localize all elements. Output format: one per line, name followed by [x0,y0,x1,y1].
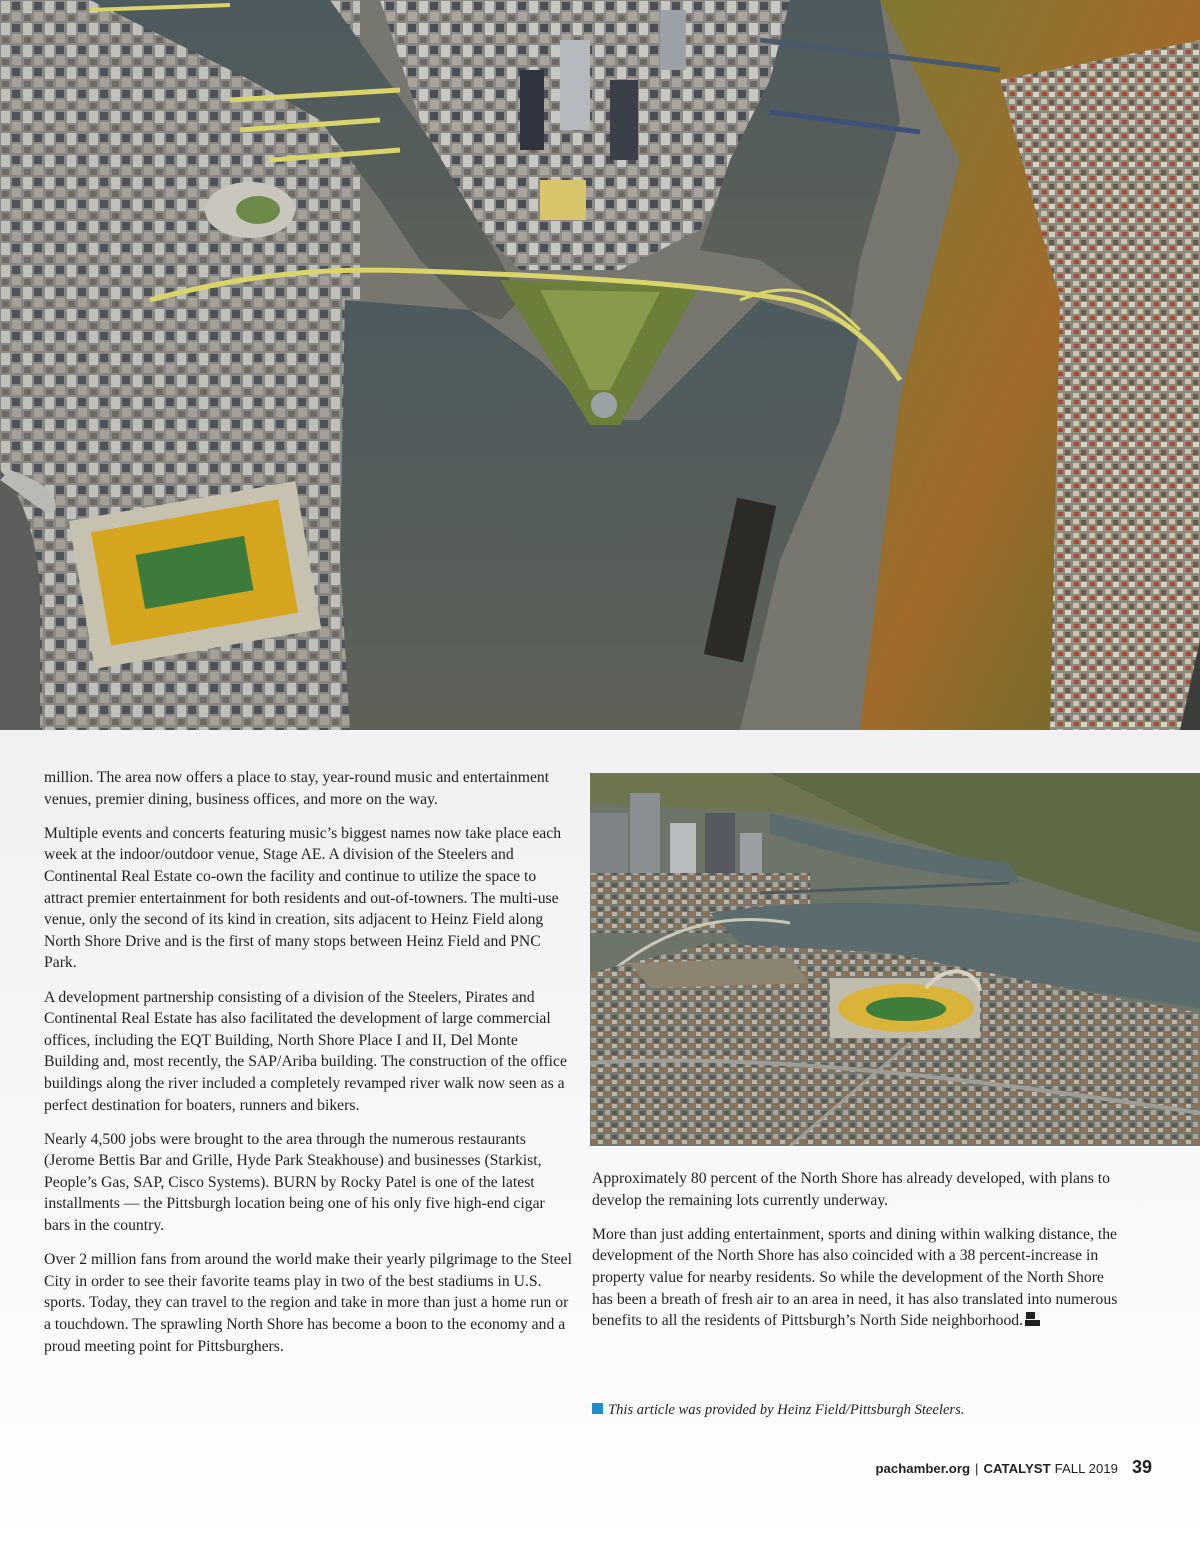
paragraph: Over 2 million fans from around the world make their yearly pilgrimage to the Steel City in order to see their favorite teams play in two of the best stadiums in U.S. sports. Today, they can travel to the region and take in more than just a home run or a touchdown. The sprawling North Shore has become a boon to the economy and a proud meeting point for Pittsburghers. [44,1251,572,1355]
footer-issue: FALL 2019 [1054,1461,1118,1476]
inset-photo-illustration [590,773,1200,1146]
paragraph: million. The area now offers a place to stay, year-round music and entertainment venues, premier dining, business offices, and more on the way. [44,769,550,808]
credit-text: This article was provided by Heinz Field/Pittsburgh Steelers. [608,1402,965,1418]
paragraph: Multiple events and concerts featuring music’s biggest names now take place each week at the indoor/outdoor venue, Stage AE. A division of the Steelers and Continental Real Estate co-own the facility and continue to utilize the space to attract premier entertainment for both residents and out-of-towners. The multi-use venue, only the second of its kind in creation, sits adjacent to Heinz Field along North Shore Drive and is the first of many stops between Heinz Field and PNC Park. [44,824,562,972]
paragraph-final [592,1224,1122,1332]
inset-aerial-photo [590,773,1200,1146]
hero-aerial-photo [0,0,1200,730]
blue-square-icon [592,1403,603,1414]
footer-magazine-name: CATALYST [983,1461,1051,1476]
article-left-column [44,767,572,1370]
hero-photo-illustration [0,0,1200,730]
page-footer [876,1457,1153,1481]
article-credit [592,1400,1152,1420]
paragraph: A development partnership consisting of a division of the Steelers, Pirates and Continental Real Estate has also facilitated the development of large commercial offices, including the EQT Building, North Shore Place I and II, Del Monte Building and, most recently, the SAP/Ariba building. The construction of the office buildings along the river included a completely revamped river walk now seen as a perfect destination for boaters, runners and bikers. [44,988,567,1114]
footer-site-link[interactable]: pachamber.org [875,1461,971,1476]
article-right-column [592,1168,1122,1344]
paragraph-final-text: More than just adding entertainment, sports and dining within walking distance, the development of the North Shore has also coincided with a 38 percent-increase in property value for nearby residents. So while the development of the North Shore has been a breath of fresh air to an area in need, it has also translated into numerous benefits to all the residents of Pittsburgh’s North Side neighborhood. [592,1225,1118,1330]
page-number: 39 [1131,1457,1152,1477]
paragraph: Nearly 4,500 jobs were brought to the area through the numerous restaurants (Jerome Bettis Bar and Grille, Hyde Park Steakhouse) and businesses (Starkist, People’s Gas, SAP, Cisco Systems). BURN by Rocky Patel is one of the latest installments — the Pittsburgh location being one of his only five high-end cigar bars in the country. [44,1130,545,1235]
paragraph: Approximately 80 percent of the North Shore has already developed, with plans to develop the remaining lots currently underway. [592,1170,1110,1209]
footer-separator: | [975,1461,979,1476]
catalyst-end-mark-icon [1025,1312,1040,1326]
